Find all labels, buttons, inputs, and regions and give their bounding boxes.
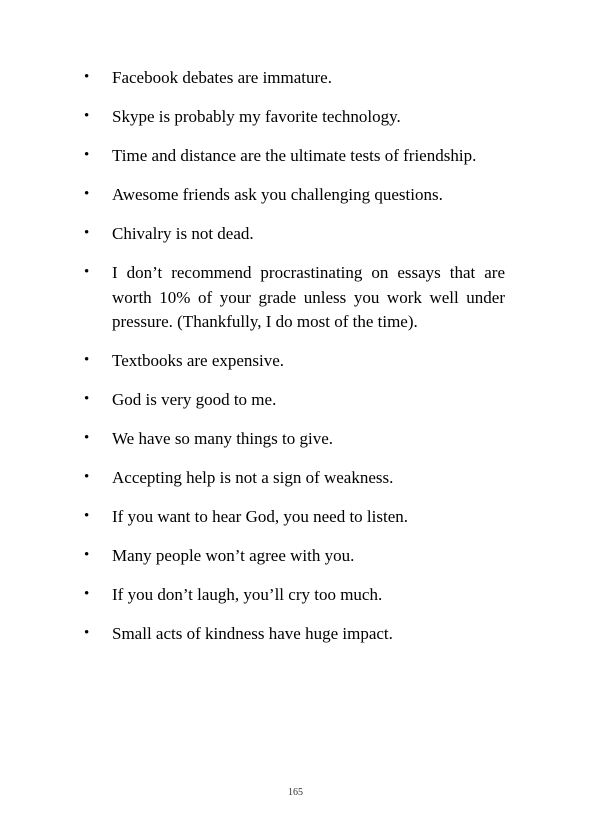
- list-item-text: Chivalry is not dead.: [112, 224, 254, 243]
- page-number: 165: [288, 787, 303, 798]
- list-item-text: Accepting help is not a sign of weakness.: [112, 468, 394, 487]
- bullet-icon: •: [84, 225, 90, 241]
- list-item: [84, 427, 505, 452]
- list-item-text: Time and distance are the ultimate tests of friendship.: [112, 146, 477, 165]
- list-item-text: Many people won’t agree with you.: [112, 546, 355, 565]
- list-item-text: Awesome friends ask you challenging questions.: [112, 185, 443, 204]
- list-item: [84, 583, 505, 608]
- list-item: [84, 261, 505, 335]
- bullet-icon: •: [84, 264, 90, 280]
- list-item: [84, 183, 505, 208]
- list-item: [84, 466, 505, 491]
- list-item-text: Skype is probably my favorite technology.: [112, 107, 401, 126]
- list-item: [84, 622, 505, 647]
- list-item-text: Textbooks are expensive.: [112, 351, 285, 370]
- list-item-text: God is very good to me.: [112, 390, 277, 409]
- list-item: [84, 505, 505, 530]
- bullet-icon: •: [84, 69, 90, 85]
- bullet-icon: •: [84, 108, 90, 124]
- bullet-icon: •: [84, 469, 90, 485]
- list-item-text: If you don’t laugh, you’ll cry too much.: [112, 585, 383, 604]
- list-item: [84, 105, 505, 130]
- list-item: [84, 544, 505, 569]
- bullet-icon: •: [84, 391, 90, 407]
- bullet-icon: •: [84, 625, 90, 641]
- list-item: [84, 144, 505, 169]
- list-item-text: We have so many things to give.: [112, 429, 334, 448]
- bullet-icon: •: [84, 547, 90, 563]
- list-item: [84, 222, 505, 247]
- bullet-icon: •: [84, 186, 90, 202]
- list-item: [84, 388, 505, 413]
- bullet-icon: •: [84, 430, 90, 446]
- list-item-text: I don’t recommend procrastinating on essays that are worth 10% of your grade unless you work well under pressure. (Thankfully, I do most of the time).: [112, 263, 505, 331]
- bullet-icon: •: [84, 352, 90, 368]
- bullet-icon: •: [84, 147, 90, 163]
- list-item-text: If you want to hear God, you need to listen.: [112, 507, 409, 526]
- bullet-icon: •: [84, 508, 90, 524]
- list-item: [84, 66, 505, 91]
- list-item-text: Facebook debates are immature.: [112, 68, 332, 87]
- bullet-icon: •: [84, 586, 90, 602]
- bullet-list: [84, 66, 505, 661]
- list-item: [84, 349, 505, 374]
- list-item-text: Small acts of kindness have huge impact.: [112, 624, 393, 643]
